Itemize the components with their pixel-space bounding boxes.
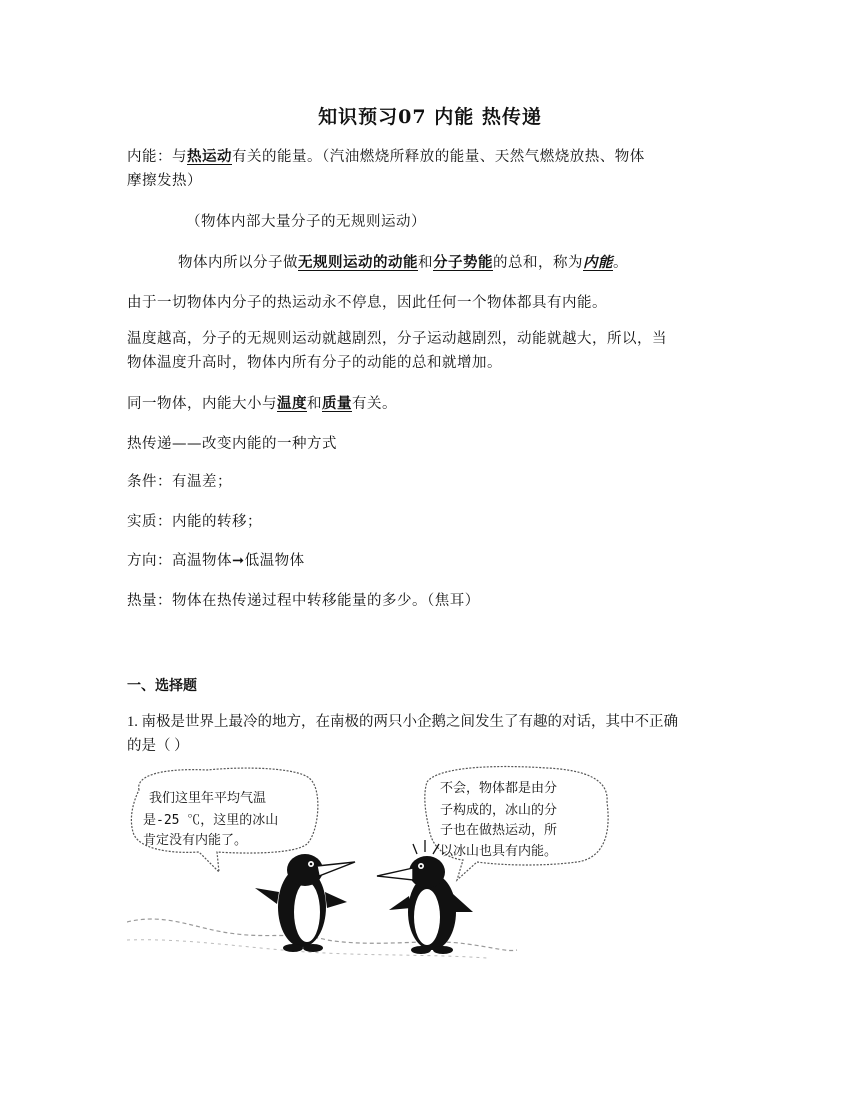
left-bubble-line-1: 我们这里年平均气温 (149, 791, 267, 806)
text: 同一物体，内能大小与 (127, 396, 277, 412)
text: 物体内所以分子做 (178, 255, 298, 271)
paragraph-condition: 条件：有温差； (127, 474, 232, 490)
page-title: 知识预习07 内能 热传递 (318, 106, 542, 128)
paragraph-factors (127, 392, 737, 416)
text: 的总和，称为 (493, 255, 583, 271)
paragraph-all-objects: 由于一切物体内分子的热运动永不停息，因此任何一个物体都具有内能。 (127, 295, 607, 311)
right-bubble-line-2: 子构成的，冰山的分 (440, 803, 558, 818)
text: 。 (613, 255, 628, 271)
section-heading: 一、选择题 (127, 678, 197, 694)
paragraph-heat-quantity: 热量：物体在热传递过程中转移能量的多少。（焦耳） (127, 593, 480, 609)
left-penguin (255, 854, 355, 952)
text: 内能：与 (127, 149, 187, 165)
paragraph-temperature: 温度越高，分子的无规则运动就越剧烈，分子运动越剧烈，动能就越大，所以，当 (127, 331, 667, 347)
right-bubble-line-3: 子也在做热运动，所 (440, 823, 558, 838)
right-bubble-line-4: 以冰山也具有内能。 (440, 844, 558, 859)
highlight-term: 内能 (583, 254, 613, 271)
highlight-term: 温度 (277, 395, 307, 412)
paragraph-temperature-cont: 物体温度升高时，物体内所有分子的动能的总和就增加。 (127, 355, 502, 371)
paragraph-internal-energy-cont: 摩擦发热） (127, 173, 202, 189)
paragraph-definition (178, 251, 788, 275)
question-line: 的是（ ） (127, 738, 189, 754)
highlight-term: 无规则运动的动能 (298, 254, 418, 271)
question-line: 1. 南极是世界上最冷的地方，在南极的两只小企鹅之间发生了有趣的对话，其中不正确 (127, 714, 678, 730)
text: 有关。 (352, 396, 397, 412)
paragraph-internal-energy (127, 145, 737, 169)
paragraph-note: （物体内部大量分子的无规则运动） (186, 214, 426, 230)
paragraph-direction: 方向：高温物体➞低温物体 (127, 553, 305, 569)
text: 有关的能量。（汽油燃烧所释放的能量、天然气燃烧放热、物体 (232, 149, 645, 165)
highlight-term: 质量 (322, 395, 352, 412)
left-bubble-line-2: 是-25 ℃，这里的冰山 (143, 813, 279, 828)
highlight-term: 热运动 (187, 148, 232, 165)
question-1 (127, 710, 737, 758)
text: 和 (307, 396, 322, 412)
left-bubble-line-3: 肯定没有内能了。 (143, 833, 248, 848)
text: 和 (418, 255, 433, 271)
right-bubble-line-1: 不会，物体都是由分 (440, 781, 558, 796)
paragraph-heat-transfer: 热传递——改变内能的一种方式 (127, 436, 337, 452)
paragraph-essence: 实质：内能的转移； (127, 514, 262, 530)
penguin-cartoon-illustration (127, 762, 627, 962)
highlight-term: 分子势能 (433, 254, 493, 271)
